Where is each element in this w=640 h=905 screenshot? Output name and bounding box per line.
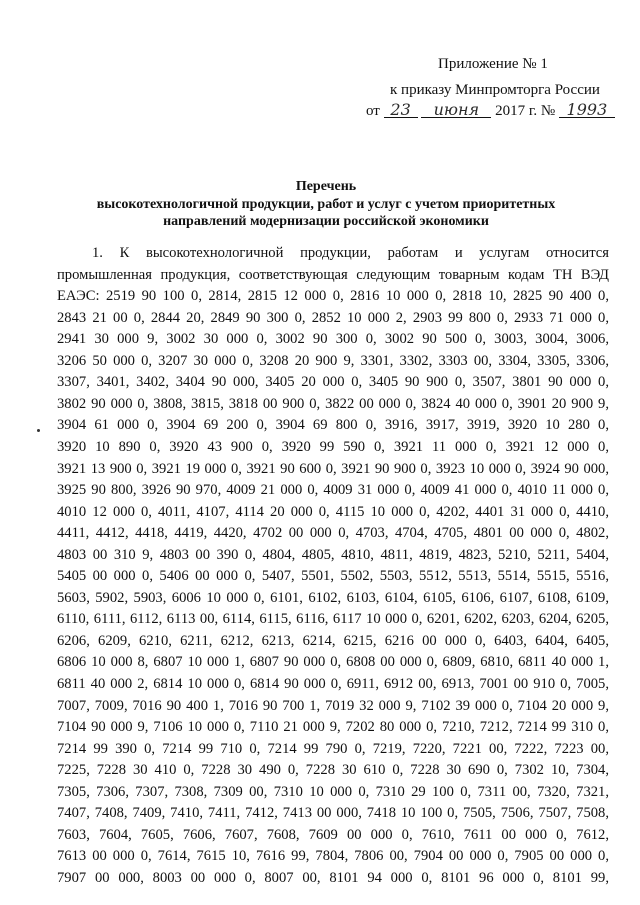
appendix-label: Приложение № 1 [438, 56, 548, 72]
document-subtitle-line-2: направлений модернизации российской экономики [163, 214, 489, 229]
handwritten-month: июня [421, 102, 491, 118]
body-line: 7214 99 390 0, 7214 99 710 0, 7214 99 790 0, 7219, 7220, 7221 00, 7222, 7223 00, [57, 740, 609, 757]
body-line: 7407, 7408, 7409, 7410, 7411, 7412, 7413 00 000, 7418 10 100 0, 7505, 7506, 7507, 7508, [57, 805, 609, 822]
order-date-line [366, 102, 615, 120]
body-line: 1. К высокотехнологичной продукции, работам и услугам относится [92, 245, 609, 261]
body-line: 5405 00 000 0, 5406 00 000 0, 5407, 5501, 5502, 5503, 5512, 5513, 5514, 5515, 5516, [57, 568, 609, 585]
handwritten-day: 23 [384, 102, 418, 118]
body-line: 2941 30 000 9, 3002 30 000 0, 3002 90 300 0, 3002 90 500 0, 3003, 3004, 3006, [57, 331, 609, 348]
body-line: 3307, 3401, 3402, 3404 90 000, 3405 20 000 0, 3405 90 900 0, 3507, 3801 90 000 0, [57, 374, 609, 391]
body-line: 7603, 7604, 7605, 7606, 7607, 7608, 7609 00 000 0, 7610, 7611 00 000 0, 7612, [57, 826, 609, 843]
body-line: 4411, 4412, 4418, 4419, 4420, 4702 00 000 0, 4703, 4704, 4705, 4801 00 000 0, 4802, [57, 525, 609, 542]
body-line: 3206 50 000 0, 3207 30 000 0, 3208 20 900 9, 3301, 3302, 3303 00, 3304, 3305, 3306, [57, 352, 609, 369]
body-line: 3802 90 000 0, 3808, 3815, 3818 00 900 0, 3822 00 000 0, 3824 40 000 0, 3901 20 900 9, [57, 395, 609, 412]
body-line: 3921 13 900 0, 3921 19 000 0, 3921 90 600 0, 3921 90 900 0, 3923 10 000 0, 3924 90 000, [57, 460, 609, 477]
body-line: 3904 61 000 0, 3904 69 200 0, 3904 69 800 0, 3916, 3917, 3919, 3920 10 280 0, [57, 417, 609, 434]
body-line: 7613 00 000 0, 7614, 7615 10, 7616 99, 7804, 7806 00, 7904 00 000 0, 7905 00 000 0, [57, 848, 609, 865]
body-line: 6806 10 000 8, 6807 10 000 1, 6807 90 000 0, 6808 00 000 0, 6809, 6810, 6811 40 000 1, [57, 654, 609, 671]
body-line: 6110, 6111, 6112, 6113 00, 6114, 6115, 6116, 6117 10 000 0, 6201, 6202, 6203, 6204, 6205, [57, 611, 609, 628]
body-line: 6811 40 000 2, 6814 10 000 0, 6814 90 000 0, 6911, 6912 00, 6913, 7001 00 910 0, 7005, [57, 676, 609, 692]
document-title: Перечень [295, 179, 357, 194]
date-year: 2017 г. № [495, 103, 556, 119]
body-line: 7007, 7009, 7016 90 400 1, 7016 90 700 1, 7019 32 000 9, 7102 39 000 0, 7104 20 000 9, [57, 697, 609, 714]
handwritten-order-number: 1993 [559, 102, 615, 118]
body-line: 7907 00 000, 8003 00 000 0, 8007 00, 8101 94 000 0, 8101 96 000 0, 8101 99, [57, 869, 609, 886]
body-line: 7225, 7228 30 410 0, 7228 30 490 0, 7228 30 610 0, 7228 30 690 0, 7302 10, 7304, [57, 762, 609, 779]
body-line: 3925 90 800, 3926 90 970, 4009 21 000 0, 4009 31 000 0, 4009 41 000 0, 4010 11 000 0, [57, 482, 609, 499]
date-prefix: от [366, 103, 380, 119]
body-line: 7104 90 000 9, 7106 10 000 0, 7110 21 000 9, 7202 80 000 0, 7210, 7212, 7214 99 310 0, [57, 719, 609, 736]
body-line: 6206, 6209, 6210, 6211, 6212, 6213, 6214, 6215, 6216 00 000 0, 6403, 6404, 6405, [57, 632, 609, 649]
order-reference: к приказу Минпромторга России [390, 82, 600, 98]
document-subtitle-line-1: высокотехнологичной продукции, работ и услуг с учетом приоритетных [96, 197, 556, 212]
body-line: ЕАЭС: 2519 90 100 0, 2814, 2815 12 000 0, 2816 10 000 0, 2818 10, 2825 90 400 0, [57, 288, 609, 305]
body-line: промышленная продукция, соответствующая следующим товарным кодам ТН ВЭД [57, 266, 609, 283]
body-line: 7305, 7306, 7307, 7308, 7309 00, 7310 10 000 0, 7310 29 100 0, 7311 00, 7320, 7321, [57, 783, 609, 800]
body-line: 3920 10 890 0, 3920 43 900 0, 3920 99 590 0, 3921 11 000 0, 3921 12 000 0, [57, 438, 609, 455]
scan-speck [37, 429, 40, 432]
body-line: 5603, 5902, 5903, 6006 10 000 0, 6101, 6102, 6103, 6104, 6105, 6106, 6107, 6108, 6109, [57, 589, 609, 606]
body-line: 4803 00 310 9, 4803 00 390 0, 4804, 4805, 4810, 4811, 4819, 4823, 5210, 5211, 5404, [57, 546, 609, 563]
body-line: 4010 12 000 0, 4011, 4107, 4114 20 000 0, 4115 10 000 0, 4202, 4401 31 000 0, 4410, [57, 503, 609, 520]
body-line: 2843 21 00 0, 2844 20, 2849 90 300 0, 2852 10 000 2, 2903 99 800 0, 2933 71 000 0, [57, 309, 609, 326]
